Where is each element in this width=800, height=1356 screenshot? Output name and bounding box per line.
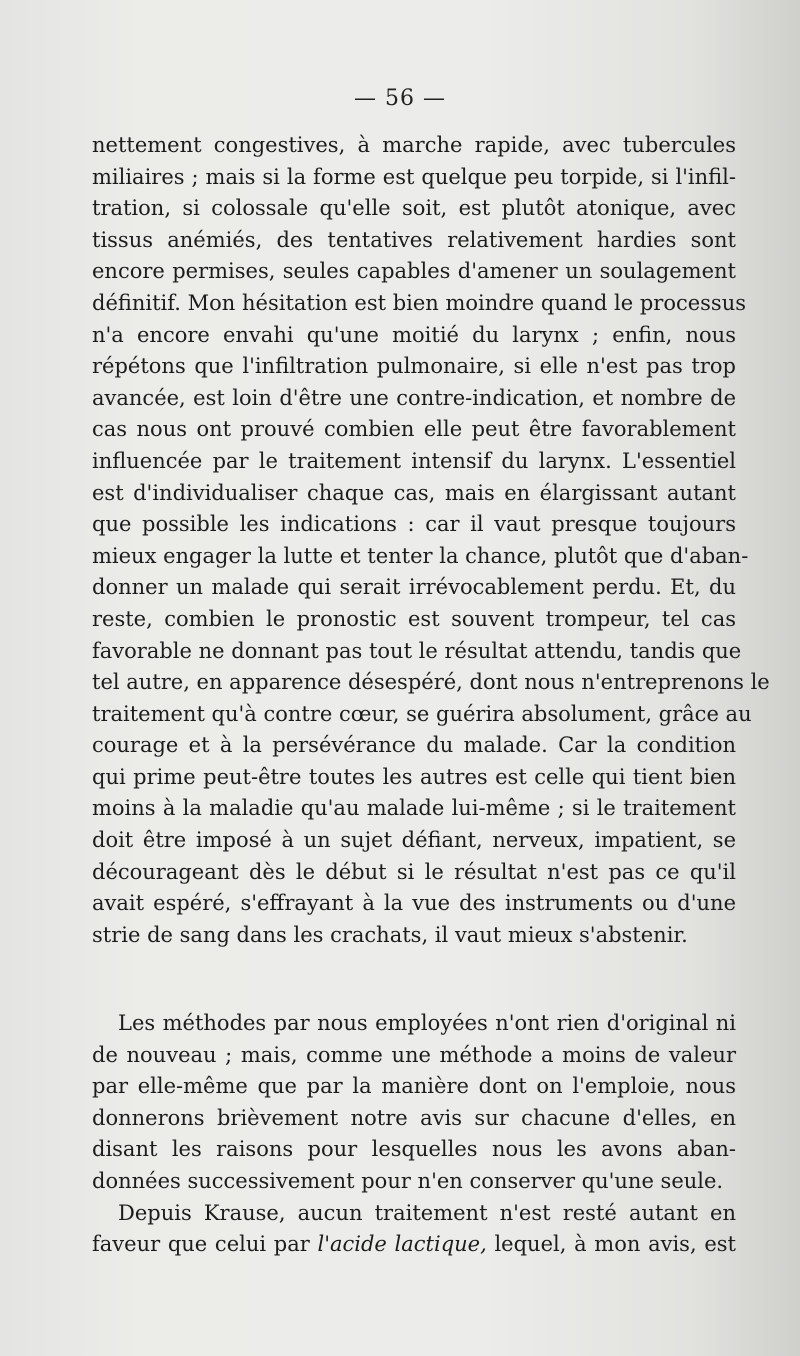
text-line: cas nous ont prouvé combien elle peut être favorablement (92, 417, 736, 442)
text-line: donnerons brièvement notre avis sur chacune d'elles, en (92, 1105, 736, 1130)
line-text-before: faveur que celui par (92, 1232, 318, 1257)
text-line: est d'individualiser chaque cas, mais en élargissant autant (92, 480, 736, 505)
paragraph-3-line (92, 1229, 736, 1261)
page-number: — 56 — (354, 86, 446, 111)
text-line: avait espéré, s'effrayant à la vue des instruments ou d'une (92, 891, 736, 916)
text-line: décourageant dès le début si le résultat n'est pas ce qu'il (92, 859, 736, 884)
text-line: influencée par le traitement intensif du larynx. L'essentiel (92, 448, 736, 473)
text-line: de nouveau ; mais, comme une méthode a moins de valeur (92, 1042, 736, 1067)
italic-term: l'acide lactique, (317, 1232, 487, 1257)
text-line: répétons que l'infiltration pulmonaire, si elle n'est pas trop (92, 354, 736, 379)
text-line: tissus anémiés, des tentatives relativement hardies sont (92, 227, 736, 252)
text-line: donner un malade qui serait irrévocablement perdu. Et, du (92, 575, 736, 600)
text-line: définitif. Mon hésitation est bien moindre quand le processus (92, 290, 747, 315)
text-line: tel autre, en apparence désespéré, dont nous n'entreprenons le (92, 670, 770, 695)
text-line: nettement congestives, à marche rapide, avec tubercules (92, 133, 736, 157)
text-line: traitement qu'à contre cœur, se guérira absolument, grâce au (92, 701, 752, 726)
text-line: disant les raisons pour lesquelles nous les avons aban- (92, 1137, 736, 1162)
text-line: miliaires ; mais si la forme est quelque peu torpide, si l'infil- (92, 164, 736, 189)
text-line: par elle-même que par la manière dont on l'emploie, nous (92, 1074, 736, 1099)
text-line: qui prime peut-être toutes les autres est celle qui tient bien (92, 764, 736, 789)
paragraph-3-line: Depuis Krause, aucun traitement n'est resté autant en (118, 1200, 736, 1225)
text-line: courage et à la persévérance du malade. Car la condition (92, 733, 736, 758)
paragraph-2 (92, 1008, 736, 1261)
text-line: moins à la maladie qu'au malade lui-même ; si le traitement (92, 796, 736, 821)
text-line: favorable ne donnant pas tout le résultat attendu, tandis que (92, 638, 742, 663)
text-line: doit être imposé à un sujet défiant, nerveux, impatient, se (92, 828, 736, 853)
text-line: avancée, est loin d'être une contre-indication, et nombre de (92, 385, 736, 410)
text-line: encore permises, seules capables d'amener un soulagement (92, 259, 736, 284)
text-line: n'a encore envahi qu'une moitié du larynx ; enfin, nous (92, 322, 736, 347)
text-line: mieux engager la lutte et tenter la chance, plutôt que d'aban- (92, 543, 749, 568)
paragraph-1 (92, 130, 770, 951)
text-line: reste, combien le pronostic est souvent trompeur, tel cas (92, 606, 736, 631)
text-line: données successivement pour n'en conserver qu'une seule. (92, 1168, 724, 1193)
text-line: tration, si colossale qu'elle soit, est plutôt atonique, avec (92, 196, 736, 221)
text-line: strie de sang dans les crachats, il vaut mieux s'abstenir. (92, 922, 688, 947)
text-line: Les méthodes par nous employées n'ont rien d'original ni (118, 1011, 736, 1035)
line-text-after: lequel, à mon avis, est (486, 1232, 736, 1257)
text-line: que possible les indications : car il vaut presque toujours (92, 512, 736, 537)
